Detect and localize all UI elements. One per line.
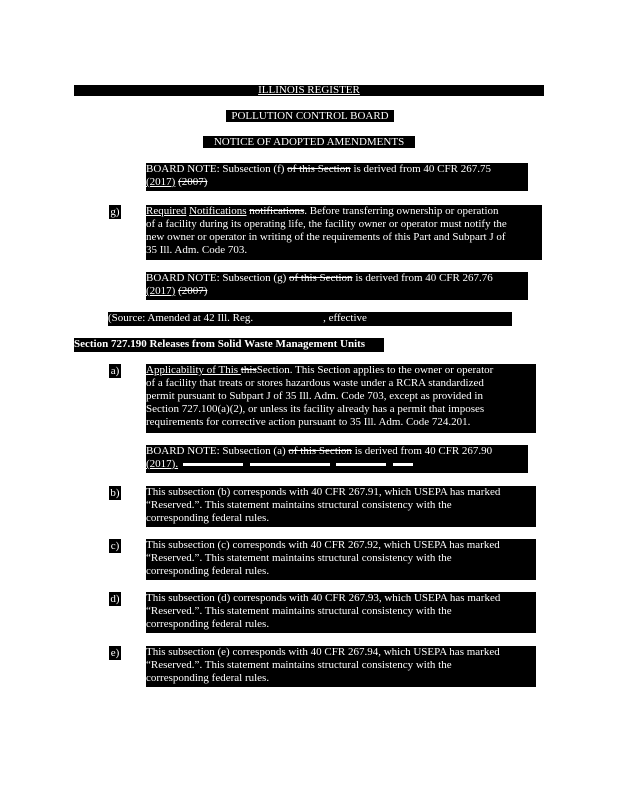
- para-e: [146, 646, 536, 687]
- source-effective: , effective: [323, 312, 367, 324]
- notice-title: NOTICE OF ADOPTED AMENDMENTS: [213, 136, 405, 148]
- note-f-year-new: (2017): [146, 176, 176, 188]
- note-f-prefix: BOARD NOTE: Subsection (f): [146, 163, 288, 175]
- note-g-year-new: (2017): [146, 285, 176, 297]
- board-note-a: [146, 445, 528, 473]
- para-d-label: d): [110, 593, 120, 605]
- board-header: [226, 110, 394, 122]
- para-b-line1: This subsection (b) corresponds with 40 CFR 267.91, which USEPA has marked: [146, 486, 501, 498]
- redacted-mark: [393, 463, 413, 466]
- para-b-line2: “Reserved.”. This statement maintains structural consistency with the: [146, 499, 452, 511]
- register-title: ILLINOIS REGISTER: [258, 84, 360, 96]
- para-e-label: e): [110, 647, 120, 659]
- para-g-line3: new owner or operator in writing of the requirements of this Part and Subpart J of: [146, 231, 506, 243]
- para-g-label: g): [110, 206, 120, 218]
- para-e-line3: corresponding federal rules.: [146, 672, 270, 684]
- register-header: [74, 85, 544, 96]
- note-f-suffix: is derived from 40 CFR 267.75: [350, 163, 491, 175]
- para-b-line3: corresponding federal rules.: [146, 512, 270, 524]
- note-g-prefix: BOARD NOTE: Subsection (g): [146, 272, 289, 284]
- para-d-line2: “Reserved.”. This statement maintains structural consistency with the: [146, 605, 452, 617]
- para-c-line1: This subsection (c) corresponds with 40 CFR 267.92, which USEPA has marked: [146, 539, 500, 551]
- para-g-line2: of a facility during its operating life, the facility owner or operator must notify the: [146, 218, 507, 230]
- para-g: [146, 205, 542, 260]
- para-a-l1-struck: this: [240, 364, 257, 376]
- section-title: Section 727.190 Releases from Solid Waste Management Units: [74, 338, 366, 350]
- note-a-suffix: is derived from 40 CFR 267.90: [351, 445, 493, 457]
- para-d-line3: corresponding federal rules.: [146, 618, 270, 630]
- note-a-struck: of this Section: [288, 445, 352, 457]
- para-c: [146, 539, 536, 580]
- para-a-line3: permit pursuant to Subpart J of 35 Ill. Adm. Code 703, except as provided in: [146, 390, 483, 402]
- redacted-mark: [183, 463, 243, 466]
- para-e-line1: This subsection (e) corresponds with 40 CFR 267.94, which USEPA has marked: [146, 646, 500, 658]
- para-a-l1-a: Applicability of This: [146, 364, 241, 376]
- para-d: [146, 592, 536, 633]
- para-c-line2: “Reserved.”. This statement maintains structural consistency with the: [146, 552, 452, 564]
- para-a-l1-b: Section. This Section applies to the owner or operator: [256, 364, 494, 376]
- para-a-line4: Section 727.100(a)(2), or unless its facility already has a permit that imposes: [146, 403, 485, 415]
- para-g-lead-struck: notifications: [249, 205, 305, 217]
- para-b: [146, 486, 536, 527]
- source-line: [108, 312, 551, 326]
- note-f-year-old: (2007): [178, 176, 208, 188]
- notice-header: [203, 136, 415, 148]
- para-e-line2: “Reserved.”. This statement maintains structural consistency with the: [146, 659, 452, 671]
- para-d-line1: This subsection (d) corresponds with 40 CFR 267.93, which USEPA has marked: [146, 592, 501, 604]
- note-g-struck: of this Section: [289, 272, 353, 284]
- board-note-f: [146, 163, 528, 191]
- para-c-label: c): [110, 540, 120, 552]
- note-g-year-old: (2007): [178, 285, 208, 297]
- board-title: POLLUTION CONTROL BOARD: [231, 110, 389, 122]
- para-a-line2: of a facility that treats or stores hazardous waste under a RCRA standardized: [146, 377, 484, 389]
- para-g-line4: 35 Ill. Adm. Code 703.: [146, 244, 248, 256]
- para-g-lead-new: Required: [146, 205, 187, 217]
- para-c-line3: corresponding federal rules.: [146, 565, 270, 577]
- note-f-struck: of this Section: [287, 163, 351, 175]
- note-g-suffix: is derived from 40 CFR 267.76: [352, 272, 493, 284]
- para-a-label: a): [110, 365, 120, 377]
- note-a-prefix: BOARD NOTE: Subsection (a): [146, 445, 289, 457]
- note-a-year-new: (2017).: [146, 458, 179, 470]
- para-b-label: b): [110, 487, 120, 499]
- para-a: [146, 364, 536, 433]
- para-g-line1-rest: . Before transferring ownership or operation: [304, 205, 499, 217]
- source-close: ): [546, 312, 551, 324]
- redacted-mark: [250, 463, 330, 466]
- section-heading: [74, 338, 384, 352]
- para-a-line5: requirements for corrective action pursuant to 35 Ill. Adm. Code 724.201.: [146, 416, 471, 428]
- board-note-g: [146, 272, 528, 300]
- source-text: (Source: Amended at 42 Ill. Reg.: [108, 312, 254, 324]
- redacted-mark: [336, 463, 386, 466]
- para-g-lead-under: Notifications: [189, 205, 247, 217]
